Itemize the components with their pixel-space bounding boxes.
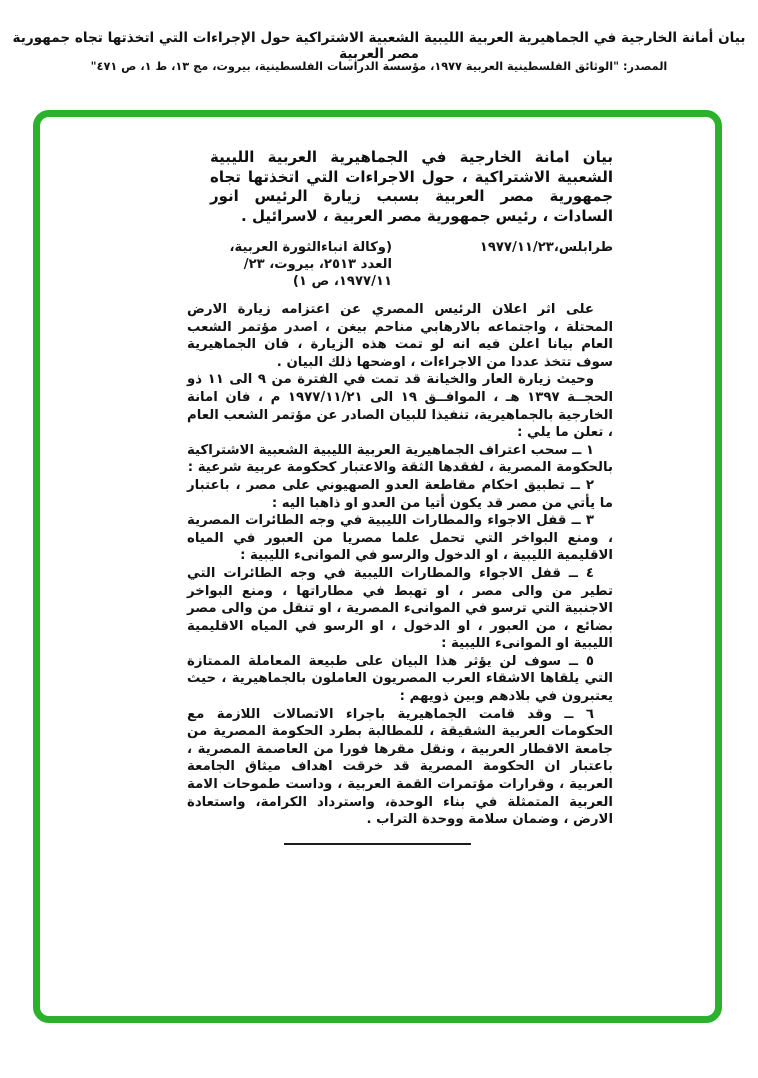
body-paragraph: ٥ ــ سوف لن يؤثر هذا البيان على طبيعة المعاملة الممتازة التي يلقاها الاشقاء العرب المصريون العاملون بالجماهيرية ، حيث يعتبرون في بلادهم وبين ذويهم : [187,653,613,705]
dateline: طرابلس،٢٣/‏١١/‏١٩٧٧ [479,240,613,255]
citation-line: ١١/‏١٩٧٧، ص ١) [292,274,392,289]
page-header-title: بيان أمانة الخارجية في الجماهيرية العربية الليبية الشعبية الاشتراكية حول الإجراءات التي اتخذتها تجاه جمهورية مصر العربية [12,30,746,62]
document-body [187,301,613,829]
body-paragraph: ٤ ــ قفل الاجواء والمطارات الليبية في وجه الطائرات التي تطير من والى مصر ، او تهبط في مطاراتها ، ومنع البواخر الاجنبية التي ترسو في الموانىء المصرية ، او تنقل من والى مصر بضائع ، من العبور ، او الدخول ، او الرسو في المياه الاقليمية الليبية او الموانىء الليبية : [187,565,613,652]
body-paragraph: ٢ ــ تطبيق احكام مقاطعة العدو الصهيوني على مصر ، باعتبار ما يأتي من مصر قد يكون أتيا من العدو او ذاهبا اليه : [187,477,613,511]
body-paragraph: ٦ ــ وقد قامت الجماهيرية باجراء الاتصالات اللازمة مع الحكومات العربية الشقيقة ، للمطالبة بطرد الحكومة المصرية من جامعة الاقطار العربية ، ونقل مقرها فورا من العاصمة المصرية ، باعتبار ان الحكومة المصرية قد خرقت اهداف ميثاق الجامعة العربية ، وقرارات مؤتمرات القمة العربية ، وداست طموحات الامة العربية المتمثلة في بناء الوحدة، واسترداد الكرامة، واستعادة الارض ، وضمان سلامة ووحدة التراب . [187,706,613,828]
agency-citation [187,239,392,290]
body-paragraph: على اثر اعلان الرئيس المصري عن اعتزامه زيارة الارض المحتلة ، واجتماعه بالارهابي مناحم بيغن ، اصدر مؤتمر الشعب العام بيانا اعلن فيه انه لو تمت هذه الزيارة ، فان الجماهيرية سوف تتخذ عددا من الاجراءات ، اوضحها ذلك البيان . [187,302,613,370]
citation-line: العدد ٢٥١٣، بيروت، ٢٣/ [243,257,392,272]
document-page [187,148,613,845]
end-divider [284,843,471,845]
body-paragraph: وحيث زيارة العار والخيانة قد تمت في الفترة من ٩ الى ١١ ذو الحجــة ١٣٩٧ هـ ، الموافــق ١٩ الى ٢١/‏١١/‏١٩٧٧ م ، فان امانة الخارجية بالجماهيرية، تنفيذا للبيان الصادر عن مؤتمر الشعب العام ، تعلن ما يلي : [187,372,614,441]
body-paragraph: ٣ ــ قفل الاجواء والمطارات الليبية في وجه الطائرات المصرية ، ومنع البواخر التي تحمل علما مصريا من العبور في المياه الاقليمية الليبية ، او الدخول والرسو في الموانىء الليبية : [187,513,613,564]
body-paragraph: ١ ــ سحب اعتراف الجماهيرية العربية الليبية الشعبية الاشتراكية بالحكومة المصرية ، لفقدها الثقة والاعتبار كحكومة عربية شرعية : [186,442,613,476]
document-title: بيان امانة الخارجية في الجماهيرية العربية الليبية الشعبية الاشتراكية ، حول الاجراءات التي اتخذتها تجاه جمهورية مصر العربية بسبب زيارة الرئيس انور السادات ، رئيس جمهورية مصر العربية ، لاسرائيل . [210,148,613,225]
citation-line: (وكالة انباءالثورة العربية، [229,240,392,255]
page-header-source: المصدر: "الوثائق الفلسطينية العربية ١٩٧٧، مؤسسة الدراسات الفلسطينية، بيروت، مج ١٣، ط ١، ص ٤٧١" [90,60,668,73]
dateline-row [187,239,613,290]
